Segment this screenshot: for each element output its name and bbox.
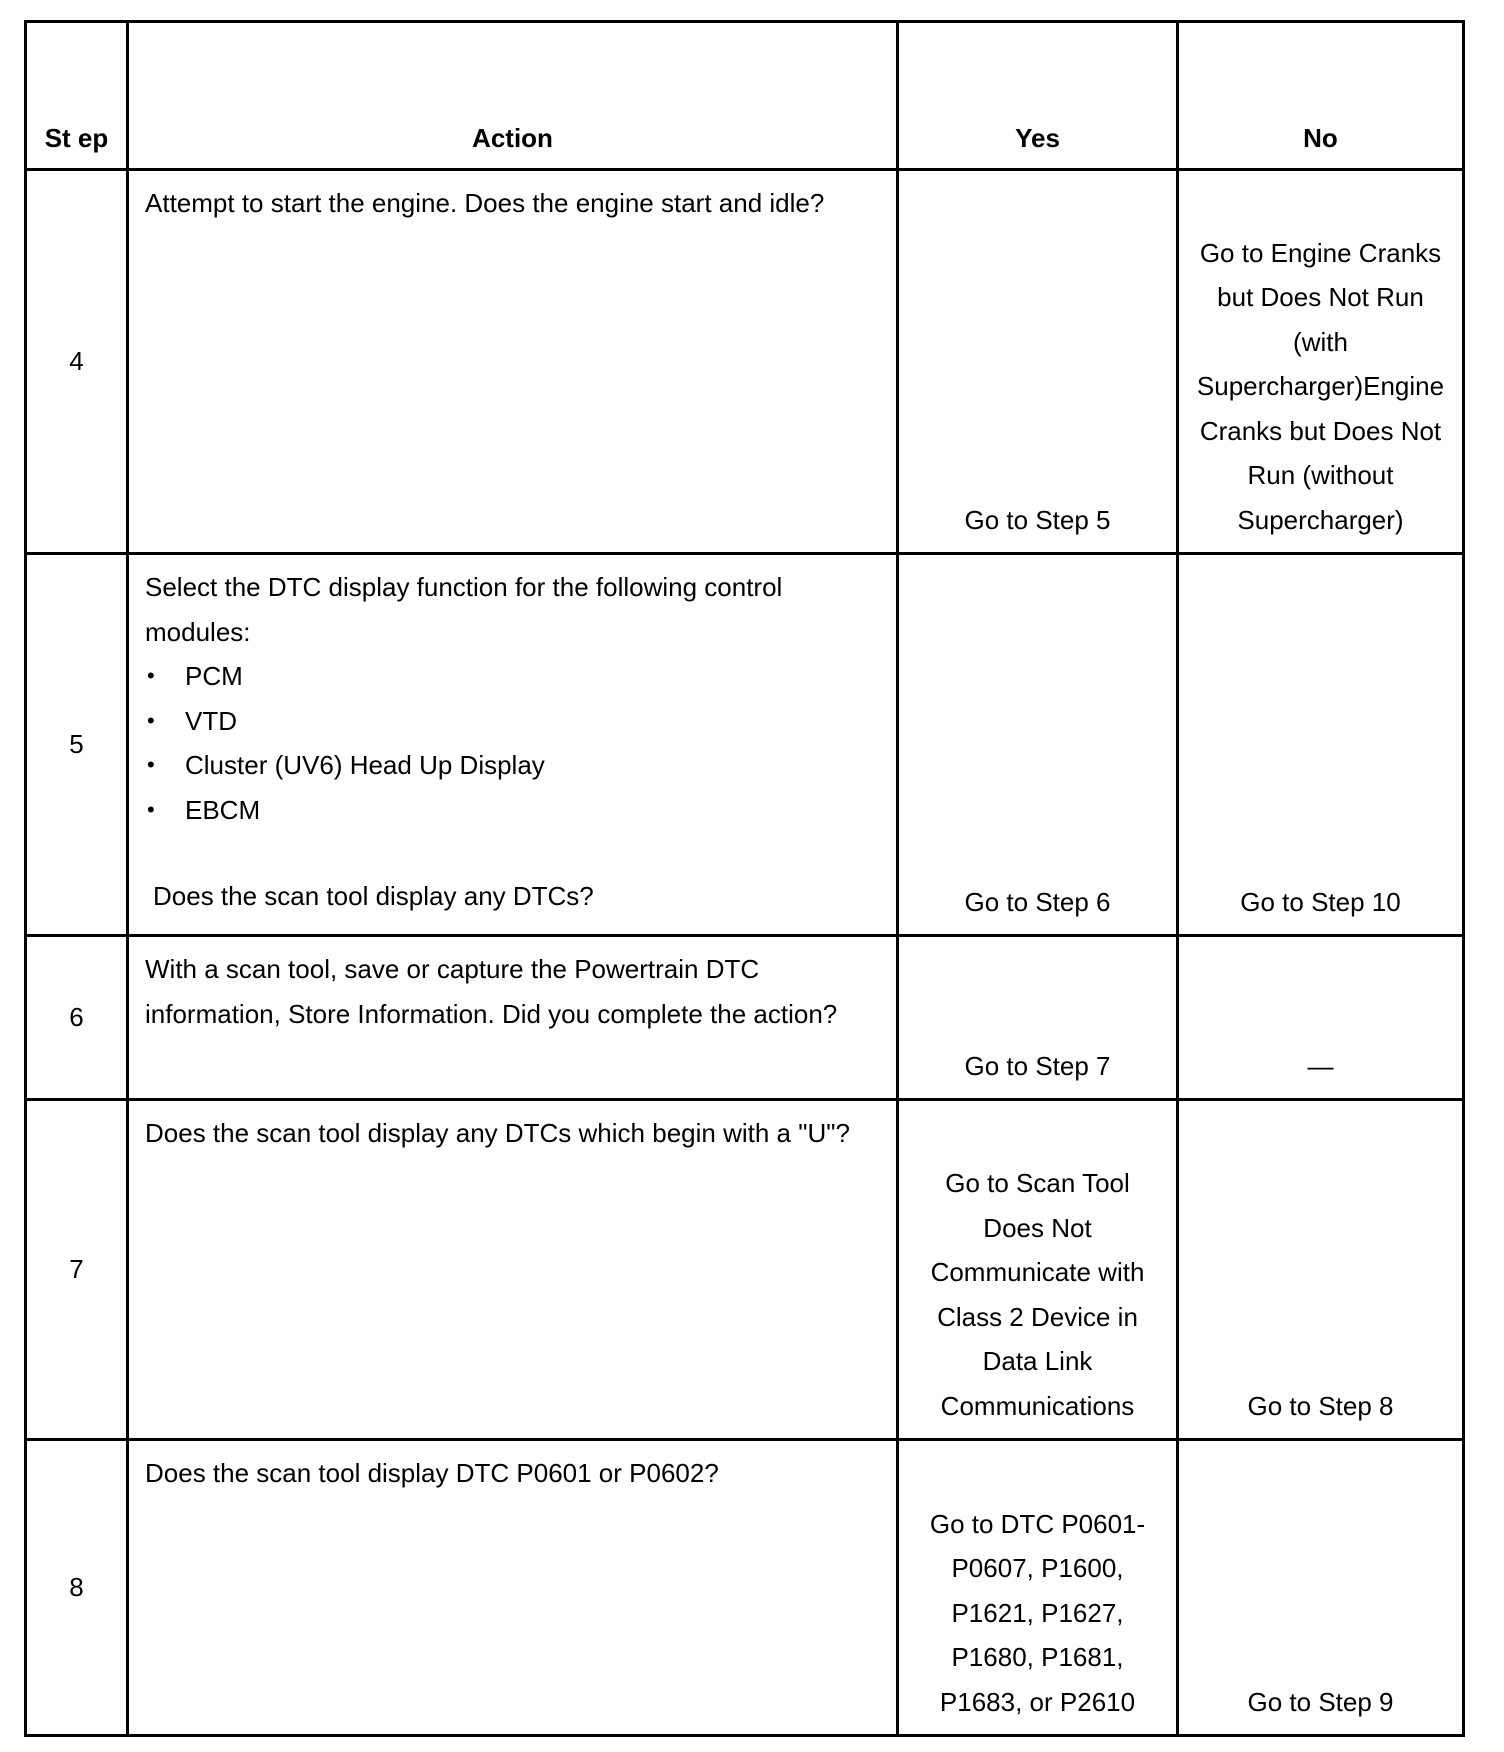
yes-result: Go to Step 5 [898,170,1178,554]
module-list [145,654,886,832]
table-row [26,170,1464,554]
no-result: Go to Step 9 [1178,1440,1464,1736]
no-result: Go to Engine Cranks but Does Not Run (with Supercharger)Engine Cranks but Does Not Run (without Supercharger) [1178,170,1464,554]
list-item: • VTD [145,699,886,744]
yes-result: Go to Step 7 [898,936,1178,1100]
table-row [26,1100,1464,1440]
header-action: Action [128,22,898,170]
action-text: Does the scan tool display any DTCs which begin with a "U"? [128,1100,898,1440]
list-item: • PCM [145,654,886,699]
diagnostic-step-table [24,20,1465,1737]
step-number: 5 [26,554,128,936]
no-result: Go to Step 10 [1178,554,1464,936]
yes-result: Go to DTC P0601-P0607, P1600, P1621, P1627, P1680, P1681, P1683, or P2610 [898,1440,1178,1736]
action-text: Attempt to start the engine. Does the engine start and idle? [128,170,898,554]
step-number: 7 [26,1100,128,1440]
no-result: — [1178,936,1464,1100]
table-row [26,1440,1464,1736]
table-header-row [26,22,1464,170]
table-row [26,554,1464,936]
table-row [26,936,1464,1100]
step-number: 4 [26,170,128,554]
header-no: No [1178,22,1464,170]
yes-result: Go to Step 6 [898,554,1178,936]
action-text: With a scan tool, save or capture the Powertrain DTC information, Store Information. Did you complete the action? [128,936,898,1100]
header-step [26,22,128,170]
no-result: Go to Step 8 [1178,1100,1464,1440]
action-text [128,554,898,936]
action-intro: Select the DTC display function for the following control modules: [145,572,783,647]
step-number: 8 [26,1440,128,1736]
action-question: Does the scan tool display any DTCs? [153,881,594,911]
list-item: • EBCM [145,788,886,833]
step-number: 6 [26,936,128,1100]
header-yes: Yes [898,22,1178,170]
list-item: • Cluster (UV6) Head Up Display [145,743,886,788]
header-step-label: St ep [44,123,109,153]
yes-result: Go to Scan Tool Does Not Communicate with Class 2 Device in Data Link Communications [898,1100,1178,1440]
action-text: Does the scan tool display DTC P0601 or P0602? [128,1440,898,1736]
